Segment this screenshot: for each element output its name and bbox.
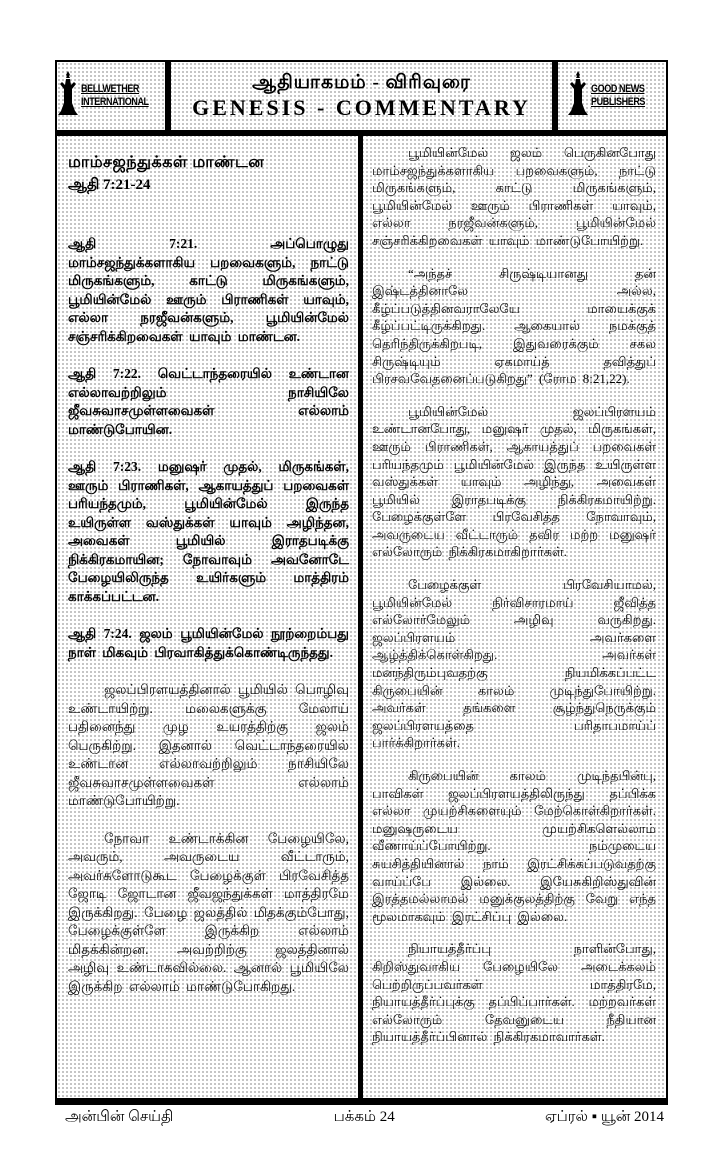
goodnews-logo-text [591,83,657,109]
logo-line-2: PUBLISHERS [590,96,645,108]
verse-paragraph-7-24: ஆதி 7:24. ஜலம் பூமியின்மேல் நூற்றைம்பது நாள் மிகவும் பிரவாகித்துக்கொண்டிருந்தது. [68,626,349,660]
newsletter-page [55,60,668,1105]
verse-paragraph-7-23: ஆதி 7:23. மனுஷர் முதல், மிருகங்கள், ஊரும் பிராணிகள், ஆகாயத்துப் பறவைகள் பரியந்தமும், பூமியின்மேல் இருந்த உயிருள்ள வஸ்துக்கள் யாவும் அழிந்தன, அவைகள் பூமியில் இராதபடிக்கு நிக்கிரகமாயின; நோவாவும் அவனோடே பேழையிலிருந்த உயிர்களும் மாத்திரம் காக்கப்பட்டன. [68,459,349,604]
commentary-paragraph: ஜலப்பிரளயத்தினால் பூமியில் பொழிவு உண்டாயிற்று. மலைகளுக்கு மேலாய் பதினைந்து முழ உயரத்திற்கு ஜலம் பெருகிற்று. இதனால் வெட்டாந்தரையில் உண்டான எல்லாவற்றிலும் நாசியிலே ஜீவசுவாசமுள்ளவைகள் எல்லாம் மாண்டுபோயிற்று. [68,682,349,808]
commentary-paragraph: பூமியின்மேல் ஜலப்பிரளயம் உண்டானபோது, மனுஷர் முதல், மிருகங்கள், ஊரும் பிராணிகள், ஆகாயத்துப் பறவைகள் பரியந்தமும் பூமியின்மேல் இருந்த உயிருள்ள வஸ்துக்கள் யாவும் அழிந்து, அவைகள் பூமியில் இராதபடிக்கு நிக்கிரகமாயிற்று. பேழைக்குள்ளே பிரவேசித்த நோவாவும், அவருடைய வீட்டாரும் தவிர மற்ற மனுஷர் எல்லோரும் நிக்கிரகமாகிறார்கள். [372,403,656,560]
footer-page-number: பக்கம் 24 [333,1109,395,1125]
logo-line-2: INTERNATIONAL [81,96,149,108]
commentary-paragraph: கிருபையின் காலம் முடிந்தபின்பு, பாவிகள் ஜலப்பிரளயத்திலிருந்து தப்பிக்க எல்லா முயற்சிகளையும் மேற்கொள்கிறார்கள். மனுஷருடைய முயற்சிகளெல்லாம் வீணாய்ப்போயிற்று. நம்முடைய சுயசித்தியினால் நாம் இரட்சிக்கப்படுவதற்கு வாய்ப்பே இல்லை. இயேசுகிறிஸ்துவின் இரத்தமல்லாமல் மனுக்குலத்திற்கு வேறு எந்த மூலமாகவும் இரட்சிப்பு இல்லை. [372,768,656,924]
verse-paragraph-7-21: ஆதி 7:21. அப்பொழுது மாம்சஜந்துக்களாகிய பறவைகளும், நாட்டு மிருகங்களும், காட்டு மிருகங்களும், பூமியின்மேல் ஊரும் பிராணிகள் யாவும், எல்லா நரஜீவன்களும், பூமியின்மேல் சஞ்சரிக்கிறவைகள் யாவும் மாண்டன. [68,236,349,344]
commentary-paragraph: நோவா உண்டாக்கின பேழையிலே, அவரும், அவருடைய வீட்டாரும், அவர்களோடுகூட பேழைக்குள் பிரவேசித்த ஜோடி ஜோடான ஜீவஜந்துக்கள் மாத்திரமே இருக்கிறது. பேழை ஜலத்தில் மிதக்கும்போது, பேழைக்குள்ளே இருக்கிற எல்லாம் மிதக்கின்றன. அவற்றிற்கு ஜலத்தினால் அழிவு உண்டாகவில்லை. ஆனால் பூமியிலே இருக்கிற எல்லாம் மாண்டுபோகிறது. [68,830,349,994]
left-column [57,136,358,1098]
logo-line-1: GOOD NEWS [590,83,644,95]
title-tamil: ஆதியாகமம் - விரிவுரை [252,72,471,93]
bellwether-logo-text [81,83,164,109]
right-column [363,136,666,1098]
goodnews-logo [552,62,666,130]
title-english: GENESIS - COMMENTARY [192,95,531,120]
statue-torch-icon [568,71,588,122]
masthead-title [171,62,552,130]
statue-torch-icon [58,71,78,122]
commentary-paragraph: பூமியின்மேல் ஜலம் பெருகினபோது மாம்சஜந்துக்களாகிய பறவைகளும், நாட்டு மிருகங்களும், காட்டு மிருகங்களும், பூமியின்மேல் ஊரும் பிராணிகள் யாவும், எல்லா நரஜீவன்களும், பூமியின்மேல் சஞ்சரிக்கிறவைகள் யாவும் மாண்டுபோயிற்று. [372,145,656,248]
section-title: மாம்சஜந்துக்கள் மாண்டன [68,154,265,171]
section-reference: ஆதி 7:21-24 [68,177,151,193]
body-columns [57,136,666,1098]
bellwether-logo [57,62,171,130]
logo-line-1: BELLWETHER [81,83,140,95]
scripture-quote-paragraph: “அந்தச் சிருஷ்டியானது தன் இஷ்டத்தினாலே அல்ல, கீழ்ப்படுத்தினவராலேயே மாயைக்குக் கீழ்ப்பட்டிருக்கிறது. ஆகையால் நமக்குத் தெரிந்திருக்கிறபடி, இதுவரைக்கும் சகல சிருஷ்டியும் ஏகமாய்த் தவித்துப் பிரசவவேதனைப்படுகிறது” (ரோம 8:21,22). [372,265,656,387]
page-footer [55,1108,666,1127]
footer-issue-date: ஏப்ரல் ▪ யூன் 2014 [544,1109,664,1125]
commentary-paragraph: நியாயத்தீர்ப்பு நாளின்போது, கிறிஸ்துவாகிய பேழையிலே அடைக்கலம் பெற்றிருப்பவர்கள் மாத்திரமே, நியாயத்தீர்ப்புக்கு தப்பிப்பார்கள். மற்றவர்கள் எல்லோரும் தேவனுடைய நீதியான நியாயத்தீர்ப்பினால் நிக்கிரகமாவார்கள். [372,941,656,1045]
commentary-paragraph: பேழைக்குள் பிரவேசியாமல், பூமியின்மேல் நிர்விசாரமாய் ஜீவித்த எல்லோர்மேலும் அழிவு வருகிறது. ஜலப்பிரளயம் அவர்களை ஆழ்த்திக்கொள்கிறது. அவர்கள் மனந்திரும்புவதற்கு நியமிக்கப்பட்ட கிருபையின் காலம் முடிந்துபோயிற்று. அவர்கள் தங்களை சூழ்ந்துநெருக்கும் ஜலப்பிரளயத்தை பரிதாபமாய்ப் பார்க்கிறார்கள். [372,577,656,751]
verse-paragraph-7-22: ஆதி 7:22. வெட்டாந்தரையில் உண்டான எல்லாவற்றிலும் நாசியிலே ஜீவசுவாசமுள்ளவைகள் எல்லாம் மாண்டுபோயின. [68,366,349,437]
masthead [57,62,666,136]
footer-newsletter-name: அன்பின் செய்தி [65,1109,174,1125]
